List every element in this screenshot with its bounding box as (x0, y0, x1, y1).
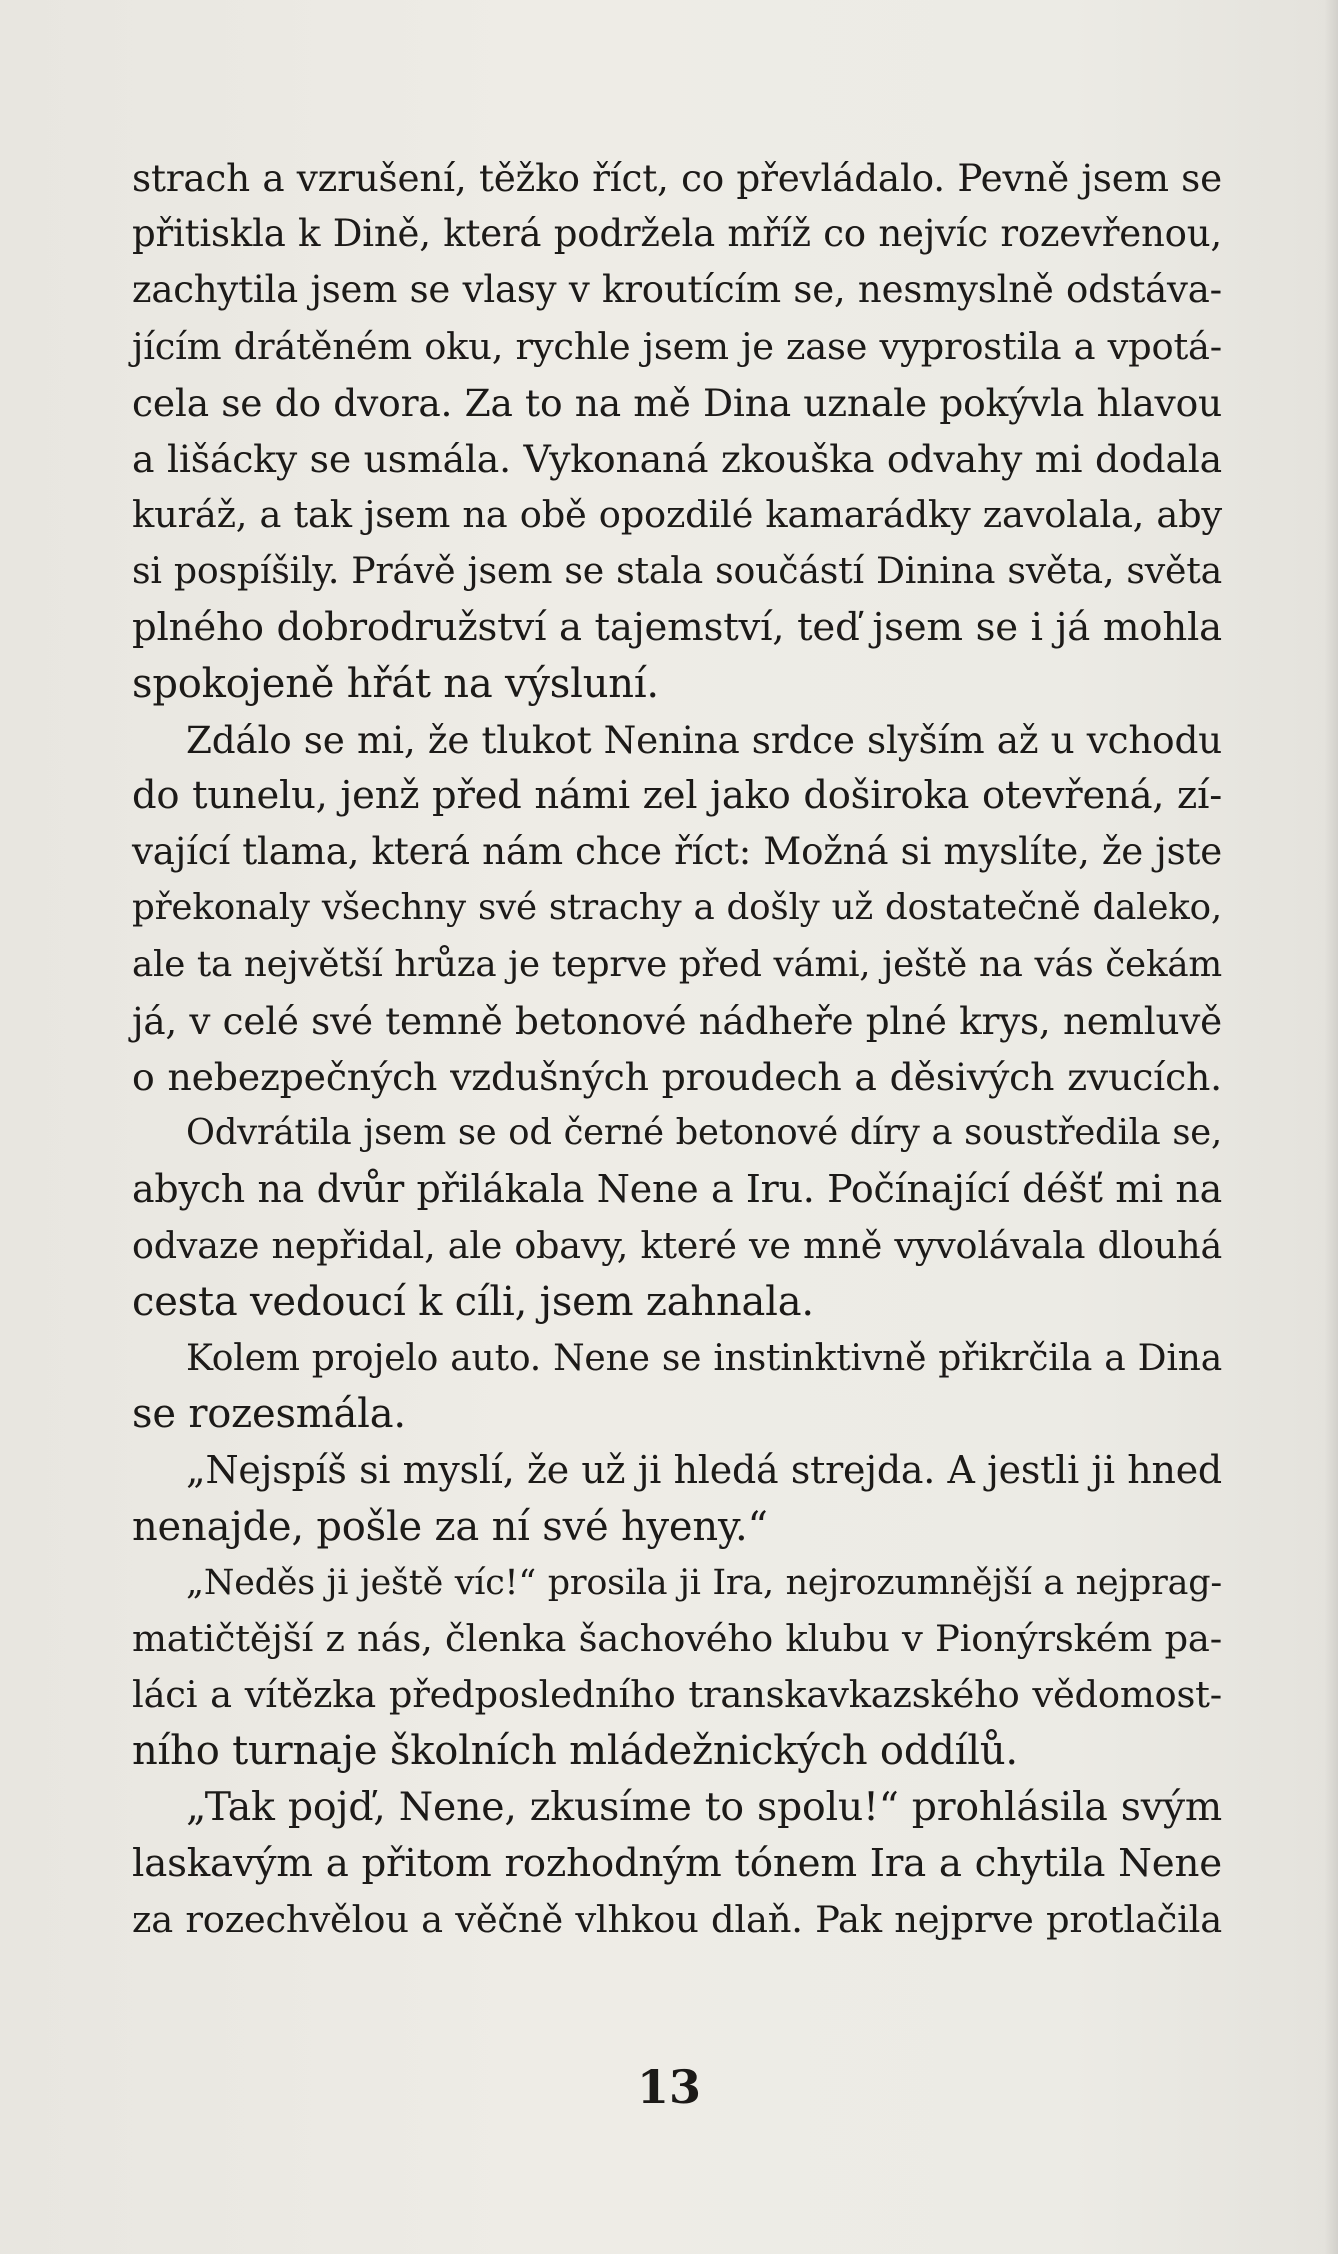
page-number: 13 (636, 2060, 701, 2114)
text-line: jícím drátěném oku, rychle jsem je zase vyprostila a vpotá- (132, 324, 1222, 368)
text-line: nenajde, pošle za ní své hyeny.“ (132, 1503, 768, 1550)
text-line: strach a vzrušení, těžko říct, co převládalo. Pevně jsem se (132, 156, 1222, 200)
page-edge-shadow (1324, 0, 1338, 2254)
text-line: za rozechvělou a věčně vlhkou dlaň. Pak nejprve protlačila (132, 1897, 1222, 1941)
text-line: cela se do dvora. Za to na mě Dina uznale pokývla hlavou (132, 380, 1222, 425)
text-line: odvaze nepřidal, ale obavy, které ve mně vyvolávala dlouhá (132, 1223, 1222, 1267)
text-line: láci a vítězka předposledního transkavkazského vědomost- (132, 1673, 1222, 1717)
text-line: matičtější z nás, členka šachového klubu v Pionýrském pa- (132, 1616, 1222, 1660)
text-line: kuráž, a tak jsem na obě opozdilé kamarádky zavolala, aby (132, 493, 1222, 537)
text-line: ního turnaje školních mládežnických oddílů. (132, 1728, 1018, 1775)
text-line: o nebezpečných vzdušných proudech a děsivých zvucích. (132, 1055, 1222, 1099)
text-line: cesta vedoucí k cíli, jsem zahnala. (132, 1278, 814, 1325)
text-line: já, v celé své temně betonové nádheře plné krys, nemluvě (132, 998, 1222, 1043)
text-line: spokojeně hřát na výsluní. (132, 660, 659, 707)
text-line: „Neděs ji ještě víc!“ prosila ji Ira, nejrozumnější a nejprag- (186, 1562, 1222, 1603)
text-line: „Tak pojď, Nene, zkusíme to spolu!“ prohlásila svým (186, 1784, 1222, 1831)
text-line: plného dobrodružství a tajemství, teď jsem se i já mohla (132, 604, 1222, 650)
text-line: a lišácky se usmála. Vykonaná zkouška odvahy mi dodala (132, 436, 1222, 481)
text-line: Zdálo se mi, že tlukot Nenina srdce slyším až u vchodu (186, 717, 1222, 762)
text-line: Kolem projelo auto. Nene se instinktivně přikrčila a Dina (186, 1336, 1222, 1379)
text-line: vající tlama, která nám chce říct: Možná si myslíte, že jste (132, 830, 1222, 874)
text-line: překonaly všechny své strachy a došly už dostatečně daleko, (132, 887, 1222, 929)
text-line: se rozesmála. (132, 1391, 406, 1438)
text-line: do tunelu, jenž před námi zel jako doširoka otevřená, zí- (132, 773, 1222, 819)
text-line: přitiskla k Dině, která podržela mříž co nejvíc rozevřenou, (132, 212, 1222, 256)
text-line: laskavým a přitom rozhodným tónem Ira a chytila Nene (132, 1840, 1222, 1886)
text-line: si pospíšily. Právě jsem se stala součástí Dinina světa, světa (132, 549, 1222, 593)
text-line: zachytila jsem se vlasy v kroutícím se, nesmyslně odstáva- (132, 268, 1222, 312)
text-line: ale ta největší hrůza je teprve před vámi, ještě na vás čekám (132, 943, 1222, 985)
text-line: Odvrátila jsem se od černé betonové díry a soustředila se, (186, 1112, 1222, 1154)
body-text (132, 150, 1222, 1948)
text-line: „Nejspíš si myslí, že už ji hledá strejda. A jestli ji hned (186, 1448, 1222, 1493)
text-line: abych na dvůr přilákala Nene a Iru. Počínající déšť mi na (132, 1167, 1222, 1212)
